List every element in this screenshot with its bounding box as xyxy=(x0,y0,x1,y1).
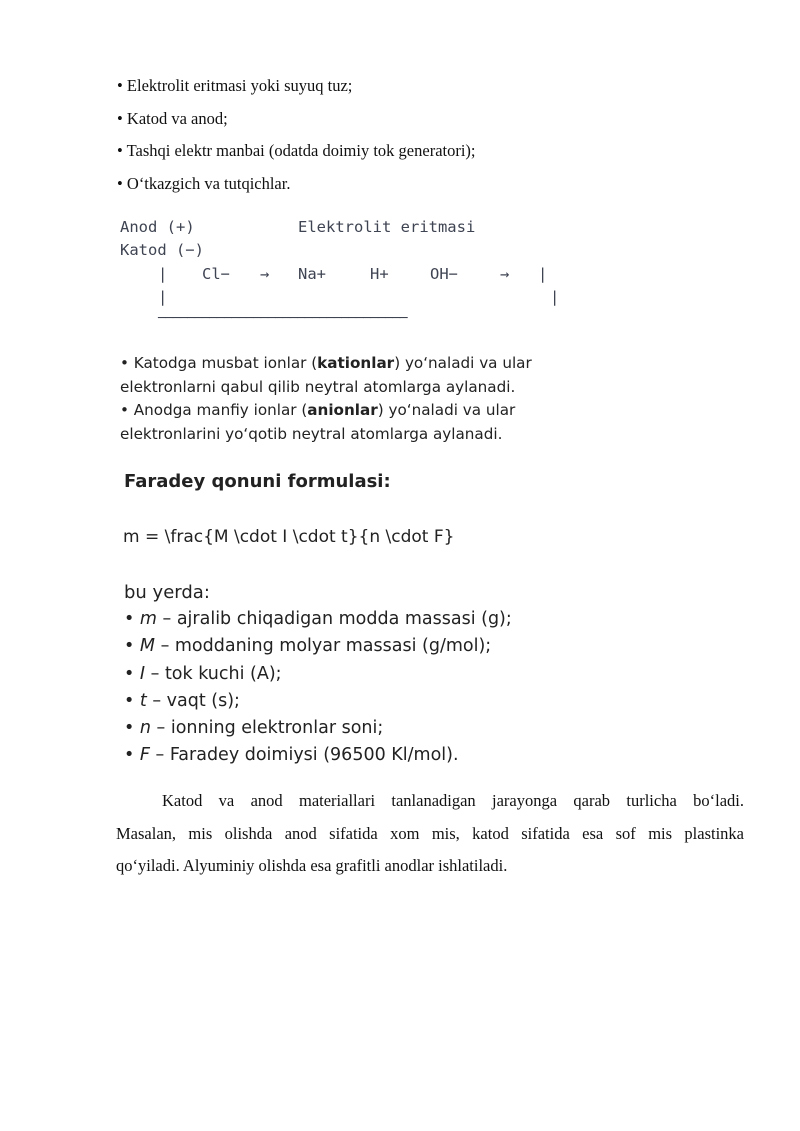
component-list xyxy=(117,74,476,204)
text-line: elektronlarini yo‘qotib neytral atomlarga aylanadi. xyxy=(120,424,503,443)
text-line: • Katodga musbat ionlar (kationlar) yo‘naladi va ular xyxy=(120,354,532,372)
text-line: elektronlarni qabul qilib neytral atomlarga aylanadi. xyxy=(120,377,516,396)
variable-list xyxy=(124,606,512,770)
list-item: • Katod va anod; xyxy=(117,108,228,128)
anode-label: Anod (+) xyxy=(120,218,195,236)
left-electrode-bar: | xyxy=(158,288,168,306)
left-electrode-bar: | xyxy=(158,265,168,283)
text-line: Masalan, mis olishda anod sifatida xom mis, katod sifatida esa sof mis plastinka xyxy=(116,823,744,843)
arrow-icon: → xyxy=(260,265,270,283)
chloride-ion: Cl− xyxy=(202,265,230,283)
text-line: Katod va anod materiallari tanlanadigan jarayonga qarab turlicha bo‘ladi. xyxy=(162,791,744,810)
hydroxide-ion: OH− xyxy=(430,265,458,283)
electrolyte-label: Elektrolit eritmasi xyxy=(298,218,476,236)
ion-description xyxy=(120,352,620,446)
list-item: • F – Faradey doimiysi (96500 Kl/mol). xyxy=(124,745,459,766)
list-item: • Tashqi elektr manbai (odatda doimiy tok generatori); xyxy=(117,141,476,160)
section-heading: Faradey qonuni formulasi: xyxy=(124,471,391,492)
list-item: • M – moddaning molyar massasi (g/mol); xyxy=(124,636,492,657)
list-item: • Elektrolit eritmasi yoki suyuq tuz; xyxy=(117,76,353,95)
list-item: • I – tok kuchi (A); xyxy=(124,663,282,684)
faraday-formula: m = \frac{M \cdot I \cdot t}{n \cdot F} xyxy=(123,527,455,547)
list-item: • t – vaqt (s); xyxy=(124,690,240,711)
list-item: • O‘tkazgich va tutqichlar. xyxy=(117,173,291,193)
electrolysis-diagram xyxy=(120,214,570,329)
right-electrode-bar: | xyxy=(538,265,548,283)
text-line: • Anodga manfiy ionlar (anionlar) yo‘naladi va ular xyxy=(120,401,516,419)
anionlar-term: anionlar xyxy=(307,401,378,419)
list-item: • m – ajralib chiqadigan modda massasi (g); xyxy=(124,609,512,629)
text-line: qo‘yiladi. Alyuminiy olishda esa grafitli anodlar ishlatiladi. xyxy=(116,856,508,875)
list-item: • n – ionning elektronlar soni; xyxy=(124,718,384,739)
sodium-ion: Na+ xyxy=(298,265,326,283)
hydrogen-ion: H+ xyxy=(370,265,389,283)
kationlar-term: kationlar xyxy=(317,354,395,372)
diagram-baseline: ────────────────────────────────── xyxy=(158,311,408,326)
right-electrode-bar: | xyxy=(550,288,560,306)
arrow-icon: → xyxy=(500,265,510,283)
body-paragraph xyxy=(116,785,744,883)
where-label: bu yerda: xyxy=(124,582,210,603)
cathode-label: Katod (−) xyxy=(120,241,204,259)
